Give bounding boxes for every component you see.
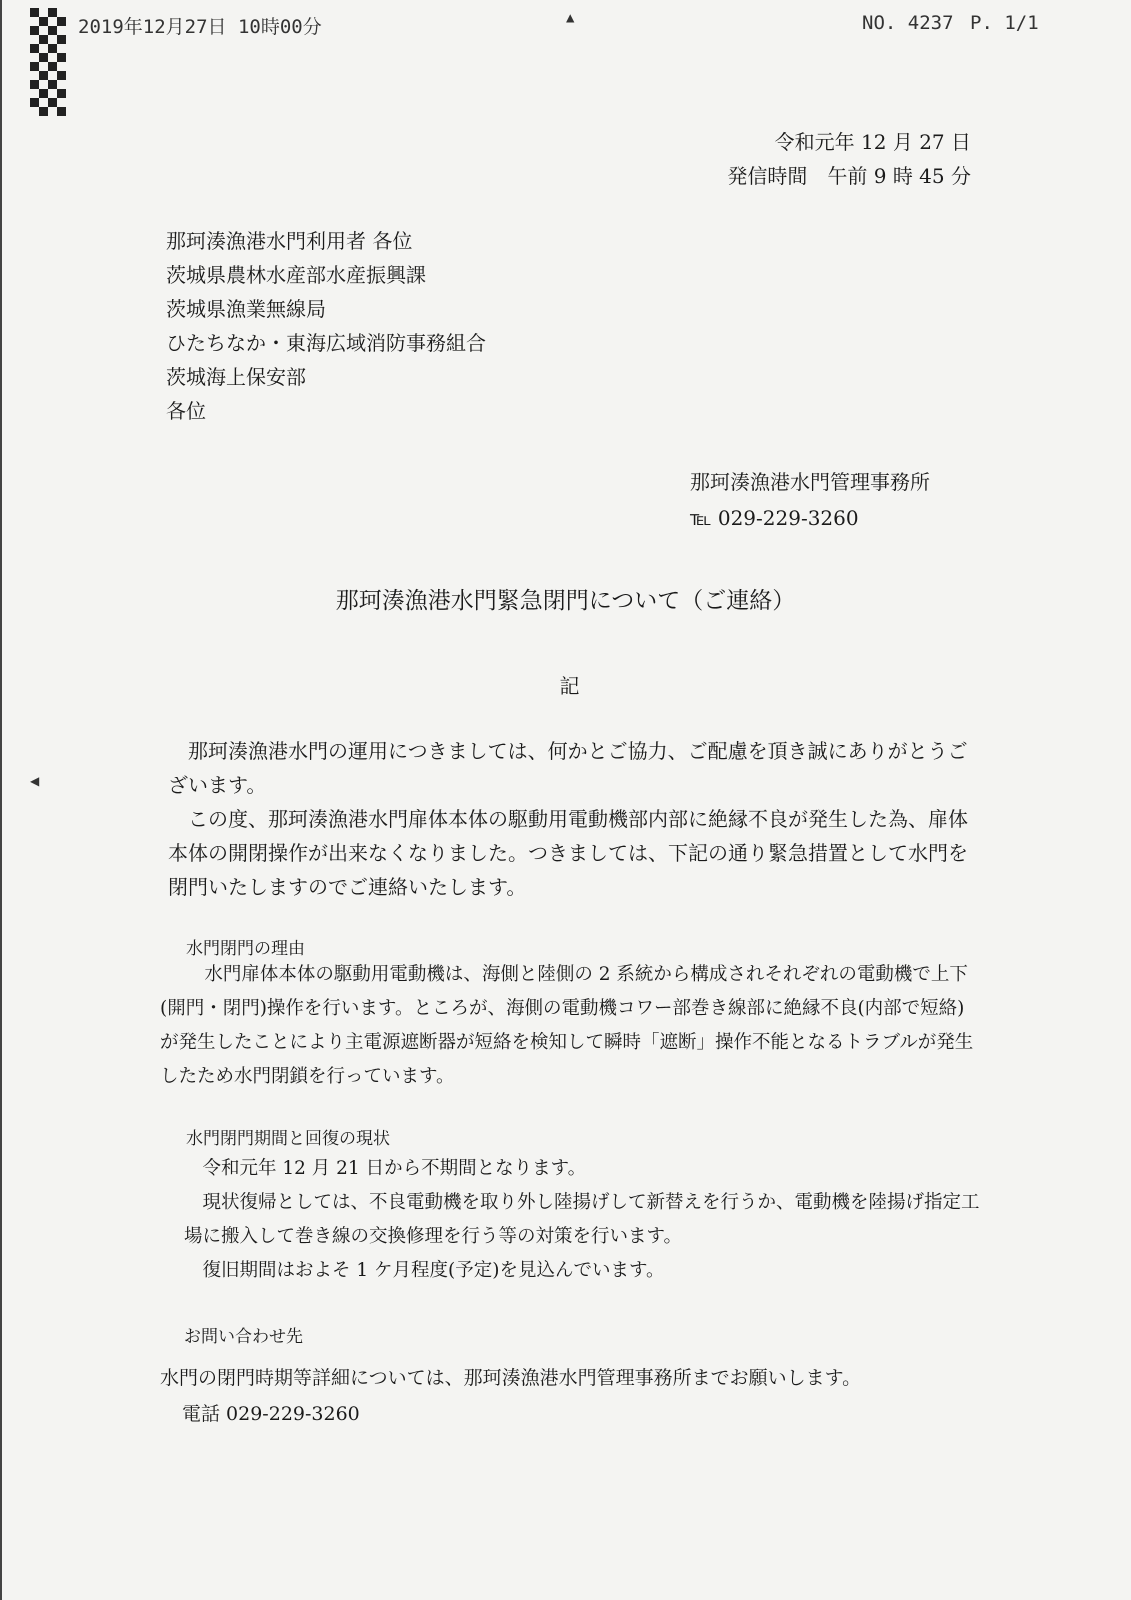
- intro-paragraphs: [168, 734, 978, 904]
- reason-body: [160, 958, 980, 1094]
- sender-block: [690, 464, 930, 536]
- contact-text: 水門の閉門時期等詳細については、那珂湊漁港水門管理事務所までお願いします。: [160, 1367, 862, 1389]
- recipient: 茨城海上保安部: [166, 365, 306, 389]
- intro-paragraph: 那珂湊漁港水門の運用につきましては、何かとご協力、ご配慮を頂き誠にありがとうございます。: [168, 739, 968, 797]
- recipient-list: [166, 224, 486, 428]
- ki-heading: 記: [559, 674, 580, 698]
- recipient: 茨城県農林水産部水産振興課: [166, 263, 426, 287]
- recipient: 那珂湊漁港水門利用者 各位: [166, 229, 413, 253]
- recipient: 各位: [166, 399, 206, 423]
- period-line: 復旧期間はおよそ 1 ケ月程度(予定)を見込んでいます。: [202, 1260, 665, 1281]
- sender-tel: ℡ 029-229-3260: [690, 506, 859, 530]
- period-heading: 水門閉門期間と回復の現状: [186, 1129, 390, 1149]
- fax-header: [0, 8, 1131, 48]
- scan-edge-line: [0, 0, 2, 1600]
- fax-timestamp: 2019年12月27日 10時00分: [78, 16, 322, 38]
- fax-triangle-icon: ▲: [566, 10, 575, 26]
- reason-text: 水門扉体本体の駆動用電動機は、海側と陸側の 2 系統から構成されそれぞれの電動機で上下(開門・閉門)操作を行います。ところが、海側の電動機コワー部巻き線部に絶縁不良(内部で短絡)が発生したことにより主電源遮断器が短絡を検知して瞬時「遮断」操作不能となるトラブルが発生したため水門閉鎖を行っています。: [160, 964, 974, 1087]
- recipient: ひたちなか・東海広域消防事務組合: [166, 331, 486, 355]
- reason-heading: 水門閉門の理由: [186, 939, 305, 959]
- fax-checker-icon: [30, 8, 68, 118]
- left-triangle-icon: ◀: [30, 774, 40, 788]
- contact-body: [160, 1360, 980, 1432]
- fax-number: NO. 4237: [862, 12, 954, 34]
- fax-page-count: P. 1/1: [970, 12, 1039, 34]
- contact-tel: 電話 029-229-3260: [182, 1403, 360, 1425]
- recipient: 茨城県漁業無線局: [166, 297, 326, 321]
- period-line: 令和元年 12 月 21 日から不期間となります。: [202, 1158, 587, 1179]
- period-line: 現状復帰としては、不良電動機を取り外し陸揚げして新替えを行うか、電動機を陸揚げ指定工場に搬入して巻き線の交換修理を行う等の対策を行います。: [184, 1192, 980, 1247]
- document-title: 那珂湊漁港水門緊急閉門について（ご連絡）: [335, 588, 796, 614]
- intro-paragraph: この度、那珂湊漁港水門扉体本体の駆動用電動機部内部に絶縁不良が発生した為、扉体本体の開閉操作が出来なくなりました。つきましては、下記の通り緊急措置として水門を閉門いたしますのでご連絡いたします。: [168, 807, 968, 899]
- contact-heading: お問い合わせ先: [184, 1327, 303, 1347]
- sent-time: 発信時間 午前 9 時 45 分: [727, 164, 971, 188]
- document-date: 令和元年 12 月 27 日: [774, 130, 971, 154]
- sender-name: 那珂湊漁港水門管理事務所: [690, 470, 930, 494]
- period-body: [184, 1152, 984, 1288]
